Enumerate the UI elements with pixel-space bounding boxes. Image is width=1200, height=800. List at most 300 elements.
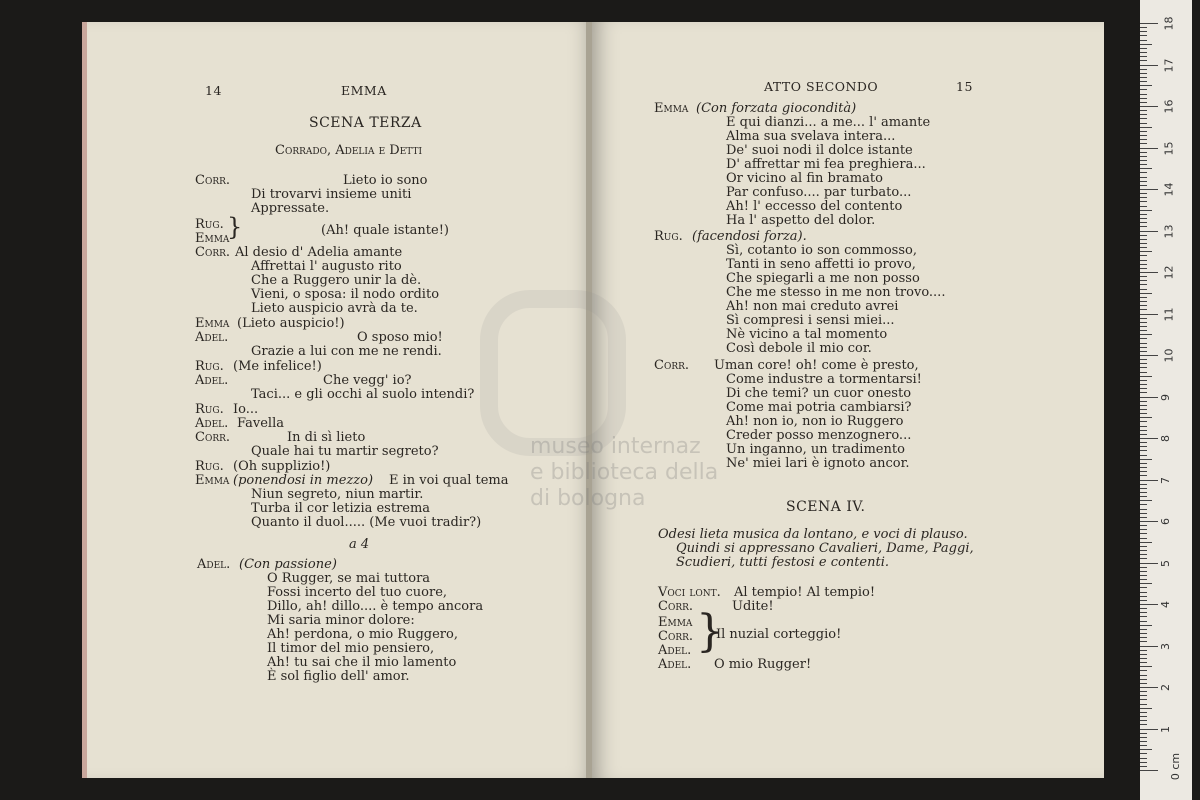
ruler-tick — [1140, 305, 1147, 306]
verse: Come industre a tormentarsi! — [726, 372, 922, 387]
ruler-tick — [1140, 600, 1147, 601]
stage-direction: Quindi si appressano Cavalieri, Dame, Paggi, — [676, 541, 974, 556]
verse: O mio Rugger! — [714, 657, 812, 672]
ruler-unit-label: 0 cm — [1169, 752, 1183, 781]
ruler-tick — [1140, 189, 1158, 190]
ruler-tick — [1140, 135, 1147, 136]
ruler-tick — [1140, 459, 1152, 460]
ruler-tick — [1140, 314, 1158, 315]
ruler-tick — [1140, 69, 1147, 70]
ruler-tick — [1140, 480, 1158, 481]
ruler-tick — [1140, 687, 1158, 688]
ruler-number: 12 — [1162, 265, 1176, 280]
ruler-tick — [1140, 434, 1147, 435]
ruler-tick — [1140, 197, 1147, 198]
ruler-number: 7 — [1159, 476, 1172, 484]
ruler-tick — [1140, 670, 1147, 671]
ruler-tick — [1140, 546, 1147, 547]
verse: Ha l' aspetto del dolor. — [726, 213, 876, 228]
ruler-number: 5 — [1159, 559, 1172, 567]
running-head: EMMA — [341, 83, 387, 98]
verse: Ne' miei lari è ignoto ancor. — [726, 456, 910, 471]
speaker: Corr. — [658, 599, 694, 614]
verse: O sposo mio! — [357, 330, 443, 345]
ruler-tick — [1140, 131, 1147, 132]
watermark-logo — [480, 290, 626, 456]
ruler-tick — [1140, 214, 1147, 215]
ruler-tick — [1140, 650, 1147, 651]
ruler-tick — [1140, 289, 1147, 290]
ruler-tick — [1140, 683, 1147, 684]
ruler-tick — [1140, 284, 1147, 285]
ruler-tick — [1140, 301, 1147, 302]
speaker: Corr. — [195, 430, 231, 445]
ruler-tick — [1140, 139, 1147, 140]
verse: Mi saria minor dolore: — [267, 613, 415, 628]
ruler-tick — [1140, 579, 1147, 580]
ruler-tick — [1140, 218, 1147, 219]
ruler-tick — [1140, 675, 1147, 676]
speaker: Adel. — [658, 643, 692, 658]
ruler-tick — [1140, 450, 1147, 451]
verse: Niun segreto, niun martir. — [251, 487, 424, 502]
ruler-tick — [1140, 720, 1147, 721]
ruler-tick — [1140, 421, 1147, 422]
verse: Ah! non io, non io Ruggero — [726, 414, 904, 429]
speaker: Adel. — [195, 330, 229, 345]
stage-direction: Scudieri, tutti festosi e contenti. — [676, 555, 890, 570]
verse: Al desio d' Adelia amante — [235, 245, 403, 260]
ruler-tick — [1140, 347, 1147, 348]
verse: Un inganno, un tradimento — [726, 442, 905, 457]
ruler-tick — [1140, 455, 1147, 456]
ruler-tick — [1140, 446, 1147, 447]
verse: Sì, cotanto io son commosso, — [726, 243, 917, 258]
ruler-tick — [1140, 44, 1152, 45]
ruler-tick — [1140, 363, 1147, 364]
ruler-tick — [1140, 529, 1147, 530]
ruler-tick — [1140, 397, 1158, 398]
ruler-tick — [1140, 753, 1147, 754]
ruler-tick — [1140, 73, 1147, 74]
ruler-tick — [1140, 260, 1147, 261]
ruler-tick — [1140, 405, 1147, 406]
ruler-tick — [1140, 646, 1158, 647]
ruler-tick — [1140, 52, 1147, 53]
ruler-tick — [1140, 475, 1147, 476]
speaker: Adel. — [195, 373, 229, 388]
verse: Creder posso menzognero... — [726, 428, 912, 443]
ruler-number: 18 — [1162, 16, 1176, 31]
verse: Che me stesso in me non trovo.... — [726, 285, 946, 300]
verse: Tanti in seno affetti io provo, — [726, 257, 916, 272]
verse: Affrettai l' augusto rito — [251, 259, 402, 274]
verse: E qui dianzi... a me... l' amante — [726, 115, 931, 130]
ruler-tick — [1140, 372, 1147, 373]
ruler-tick — [1140, 708, 1152, 709]
ruler-tick — [1140, 517, 1147, 518]
verse: Come mai potria cambiarsi? — [726, 400, 912, 415]
ruler-tick — [1140, 691, 1147, 692]
ruler-tick — [1140, 380, 1147, 381]
ruler-tick — [1140, 231, 1158, 232]
ruler-tick — [1140, 658, 1147, 659]
ruler-tick — [1140, 118, 1147, 119]
ruler-tick — [1140, 89, 1147, 90]
ruler-tick — [1140, 235, 1147, 236]
verse: Ah! l' eccesso del contento — [726, 199, 903, 214]
ruler-tick — [1140, 185, 1147, 186]
verse: Favella — [237, 416, 284, 431]
ruler-tick — [1140, 272, 1158, 273]
ruler-tick — [1140, 745, 1147, 746]
ruler-tick — [1140, 156, 1147, 157]
ruler-tick — [1140, 484, 1147, 485]
verse: Quale hai tu martir segreto? — [251, 444, 439, 459]
ruler-tick — [1140, 737, 1147, 738]
ruler-tick — [1140, 616, 1147, 617]
ruler-tick — [1140, 264, 1147, 265]
ruler-number: 13 — [1162, 224, 1176, 238]
ruler-tick — [1140, 762, 1147, 763]
ruler-tick — [1140, 430, 1147, 431]
ruler-tick — [1140, 143, 1147, 144]
ruler-tick — [1140, 247, 1147, 248]
speaker: Adel. — [197, 557, 231, 572]
ruler-tick — [1140, 583, 1152, 584]
ruler-tick — [1140, 766, 1147, 767]
ruler-tick — [1140, 741, 1147, 742]
ruler-tick — [1140, 463, 1147, 464]
ruler-tick — [1140, 604, 1158, 605]
page-number: 14 — [205, 83, 222, 98]
ruler-tick — [1140, 172, 1147, 173]
verse: Quanto il duol..... (Me vuoi tradir?) — [251, 515, 482, 530]
ruler-tick — [1140, 500, 1152, 501]
ruler-number: 1 — [1159, 725, 1172, 733]
stage-direction: (facendosi forza). — [692, 229, 807, 244]
ruler-tick — [1140, 401, 1147, 402]
verse: (Me infelice!) — [233, 359, 322, 374]
ruler-tick — [1140, 471, 1147, 472]
scene-title: SCENA TERZA — [309, 115, 422, 131]
ruler-number: 3 — [1159, 642, 1172, 650]
ruler-tick — [1140, 27, 1147, 28]
ruler-tick — [1140, 239, 1147, 240]
verse: D' affrettar mi fea preghiera... — [726, 157, 926, 172]
ruler-tick — [1140, 567, 1147, 568]
ruler-tick — [1140, 608, 1147, 609]
speaker: Rug. — [654, 229, 683, 244]
ruler-tick — [1140, 148, 1158, 149]
ruler-tick — [1140, 77, 1147, 78]
ruler-tick — [1140, 334, 1152, 335]
ruler-tick — [1140, 758, 1147, 759]
ruler-tick — [1140, 426, 1147, 427]
ruler-tick — [1140, 538, 1147, 539]
verse: Appressate. — [251, 201, 330, 216]
ruler-tick — [1140, 662, 1147, 663]
ruler-tick — [1140, 571, 1147, 572]
speaker: Emma — [195, 316, 230, 331]
ruler-tick — [1140, 210, 1152, 211]
measurement-ruler — [1140, 0, 1192, 800]
ruler-tick — [1140, 392, 1147, 393]
ruler-tick — [1140, 181, 1147, 182]
verse: Fossi incerto del tuo cuore, — [267, 585, 448, 600]
ruler-tick — [1140, 509, 1147, 510]
verse: Il timor del mio pensiero, — [267, 641, 435, 656]
ruler-tick — [1140, 492, 1147, 493]
watermark-text: di bologna — [530, 486, 646, 511]
verse: Nè vicino a tal momento — [726, 327, 888, 342]
ruler-tick — [1140, 699, 1147, 700]
speaker: Rug. — [195, 359, 224, 374]
ruler-tick — [1140, 114, 1147, 115]
scene-title: SCENA IV. — [786, 499, 866, 515]
ruler-tick — [1140, 330, 1147, 331]
ruler-tick — [1140, 193, 1147, 194]
ruler-tick — [1140, 388, 1147, 389]
stage-direction: Odesi lieta musica da lontano, e voci di plauso. — [658, 527, 968, 542]
ruler-tick — [1140, 729, 1158, 730]
ruler-tick — [1140, 23, 1158, 24]
speaker: Emma — [195, 473, 230, 488]
verse: Ah! non mai creduto avrei — [726, 299, 899, 314]
ruler-tick — [1140, 504, 1147, 505]
ruler-tick — [1140, 666, 1152, 667]
ruler-tick — [1140, 326, 1147, 327]
speaker: Emma — [654, 101, 689, 116]
ruler-tick — [1140, 550, 1147, 551]
speaker: Rug. — [195, 459, 224, 474]
ruler-tick — [1140, 355, 1158, 356]
ruler-tick — [1140, 102, 1147, 103]
ruler-tick — [1140, 276, 1147, 277]
ruler-tick — [1140, 496, 1147, 497]
subheading: a 4 — [349, 537, 370, 552]
ruler-tick — [1140, 322, 1147, 323]
speaker: Corr. — [658, 629, 694, 644]
verse: È sol figlio dell' amor. — [267, 669, 410, 684]
speaker: Corr. — [195, 173, 231, 188]
ruler-tick — [1140, 612, 1147, 613]
ruler-tick — [1140, 318, 1147, 319]
ruler-number: 2 — [1159, 684, 1172, 691]
ruler-tick — [1140, 596, 1147, 597]
ruler-tick — [1140, 679, 1147, 680]
verse: De' suoi nodi il dolce istante — [726, 143, 913, 158]
verse: Di che temi? un cuor onesto — [726, 386, 912, 401]
ruler-number: 9 — [1159, 393, 1172, 401]
watermark-text: e biblioteca della — [530, 460, 719, 485]
ruler-tick — [1140, 733, 1147, 734]
ruler-tick — [1140, 81, 1147, 82]
verse: Dillo, ah! dillo.... è tempo ancora — [267, 599, 484, 614]
ruler-tick — [1140, 413, 1147, 414]
ruler-tick — [1140, 587, 1147, 588]
ruler-tick — [1140, 251, 1152, 252]
stage-direction: (ponendosi in mezzo) — [233, 473, 374, 488]
ruler-number: 14 — [1162, 182, 1176, 197]
brace-icon: } — [227, 213, 243, 241]
verse: Par confuso.... par turbato... — [726, 185, 912, 200]
ruler-tick — [1140, 525, 1147, 526]
ruler-tick — [1140, 201, 1147, 202]
verse: In di sì lieto — [287, 430, 366, 445]
ruler-tick — [1140, 127, 1152, 128]
ruler-tick — [1140, 35, 1147, 36]
ruler-tick — [1140, 255, 1147, 256]
ruler-tick — [1140, 712, 1147, 713]
speaker: Corr. — [654, 358, 690, 373]
ruler-tick — [1140, 106, 1158, 107]
ruler-tick — [1140, 293, 1152, 294]
verse: Così debole il mio cor. — [726, 341, 872, 356]
speaker: Rug. — [195, 402, 224, 417]
verse: Or vicino al fin bramato — [726, 171, 883, 186]
ruler-tick — [1140, 376, 1152, 377]
ruler-tick — [1140, 641, 1147, 642]
ruler-tick — [1140, 351, 1147, 352]
ruler-number: 10 — [1162, 348, 1176, 363]
ruler-tick — [1140, 31, 1147, 32]
speaker: Rug. — [195, 217, 224, 232]
ruler-tick — [1140, 152, 1147, 153]
ruler-tick — [1140, 521, 1158, 522]
verse: E in voi qual tema — [389, 473, 509, 488]
ruler-tick — [1140, 488, 1147, 489]
ruler-tick — [1140, 384, 1147, 385]
verse: (Lieto auspicio!) — [237, 316, 345, 331]
verse: Di trovarvi insieme uniti — [251, 187, 412, 202]
ruler-tick — [1140, 625, 1152, 626]
ruler-tick — [1140, 338, 1147, 339]
ruler-tick — [1140, 226, 1147, 227]
running-head: ATTO SECONDO — [764, 79, 879, 94]
speaker: Adel. — [658, 657, 692, 672]
speaker: Adel. — [195, 416, 229, 431]
ruler-tick — [1140, 637, 1147, 638]
ruler-tick — [1140, 724, 1147, 725]
ruler-tick — [1140, 160, 1147, 161]
ruler-tick — [1140, 280, 1147, 281]
ruler-number: 8 — [1159, 435, 1172, 442]
ruler-tick — [1140, 542, 1152, 543]
verse: Taci... e gli occhi al suolo intendi? — [251, 387, 475, 402]
stage-direction: (Con forzata giocondità) — [696, 101, 857, 116]
ruler-tick — [1140, 177, 1147, 178]
ruler-tick — [1140, 367, 1147, 368]
ruler-tick — [1140, 533, 1147, 534]
ruler-tick — [1140, 164, 1147, 165]
verse: Lieto auspicio avrà da te. — [251, 301, 418, 316]
ruler-number: 11 — [1162, 307, 1176, 321]
ruler-tick — [1140, 558, 1147, 559]
ruler-number: 16 — [1162, 99, 1176, 114]
ruler-tick — [1140, 309, 1147, 310]
verse: Alma sua svelava intera... — [726, 129, 896, 144]
verse: (Oh supplizio!) — [233, 459, 331, 474]
ruler-tick — [1140, 222, 1147, 223]
verse: Che a Ruggero unir la dè. — [251, 273, 422, 288]
ruler-tick — [1140, 563, 1158, 564]
ruler-tick — [1140, 60, 1147, 61]
verse: Grazie a lui con me ne rendi. — [251, 344, 442, 359]
verse: Ah! tu sai che il mio lamento — [267, 655, 457, 670]
ruler-tick — [1140, 749, 1152, 750]
ruler-tick — [1140, 98, 1147, 99]
speaker: Emma — [658, 615, 693, 630]
page-number: 15 — [956, 79, 973, 94]
ruler-tick — [1140, 409, 1147, 410]
ruler-tick — [1140, 268, 1147, 269]
ruler-tick — [1140, 297, 1147, 298]
ruler-tick — [1140, 633, 1147, 634]
verse: Sì compresi i sensi miei... — [726, 313, 895, 328]
ruler-tick — [1140, 85, 1152, 86]
verse: Che vegg' io? — [323, 373, 412, 388]
brace-icon: } — [696, 606, 724, 657]
speaker: Emma — [195, 231, 230, 246]
ruler-tick — [1140, 359, 1147, 360]
ruler-tick — [1140, 442, 1147, 443]
verse: Il nuzial corteggio! — [716, 627, 842, 642]
ruler-tick — [1140, 770, 1158, 771]
ruler-tick — [1140, 621, 1147, 622]
ruler-tick — [1140, 654, 1147, 655]
verse: (Ah! quale istante!) — [321, 223, 450, 238]
verse: Che spiegarli a me non posso — [726, 271, 920, 286]
watermark-text: museo internaz — [530, 434, 701, 459]
ruler-tick — [1140, 110, 1147, 111]
ruler-tick — [1140, 592, 1147, 593]
ruler-tick — [1140, 343, 1147, 344]
right-page — [592, 22, 1104, 778]
verse: Uman core! oh! come è presto, — [714, 358, 919, 373]
ruler-tick — [1140, 695, 1147, 696]
ruler-tick — [1140, 467, 1147, 468]
ruler-tick — [1140, 206, 1147, 207]
ruler-tick — [1140, 704, 1147, 705]
ruler-tick — [1140, 513, 1147, 514]
ruler-tick — [1140, 575, 1147, 576]
ruler-tick — [1140, 629, 1147, 630]
characters-line: Corrado, Adelia e Detti — [275, 143, 422, 158]
ruler-tick — [1140, 417, 1152, 418]
stage-direction: (Con passione) — [239, 557, 337, 572]
ruler-tick — [1140, 65, 1158, 66]
verse: Lieto io sono — [343, 173, 428, 188]
ruler-number: 4 — [1159, 601, 1172, 608]
ruler-tick — [1140, 56, 1147, 57]
ruler-tick — [1140, 438, 1158, 439]
ruler-number: 6 — [1159, 518, 1172, 525]
ruler-number: 15 — [1162, 141, 1176, 155]
ruler-tick — [1140, 168, 1152, 169]
ruler-tick — [1140, 554, 1147, 555]
ruler-tick — [1140, 716, 1147, 717]
ruler-number: 17 — [1162, 58, 1176, 72]
ruler-tick — [1140, 123, 1147, 124]
ruler-tick — [1140, 243, 1147, 244]
verse: Udite! — [732, 599, 774, 614]
verse: O Rugger, se mai tuttora — [267, 571, 431, 586]
speaker: Voci lont. — [658, 585, 721, 600]
ruler-tick — [1140, 48, 1147, 49]
ruler-tick — [1140, 40, 1147, 41]
verse: Turba il cor letizia estrema — [251, 501, 431, 516]
